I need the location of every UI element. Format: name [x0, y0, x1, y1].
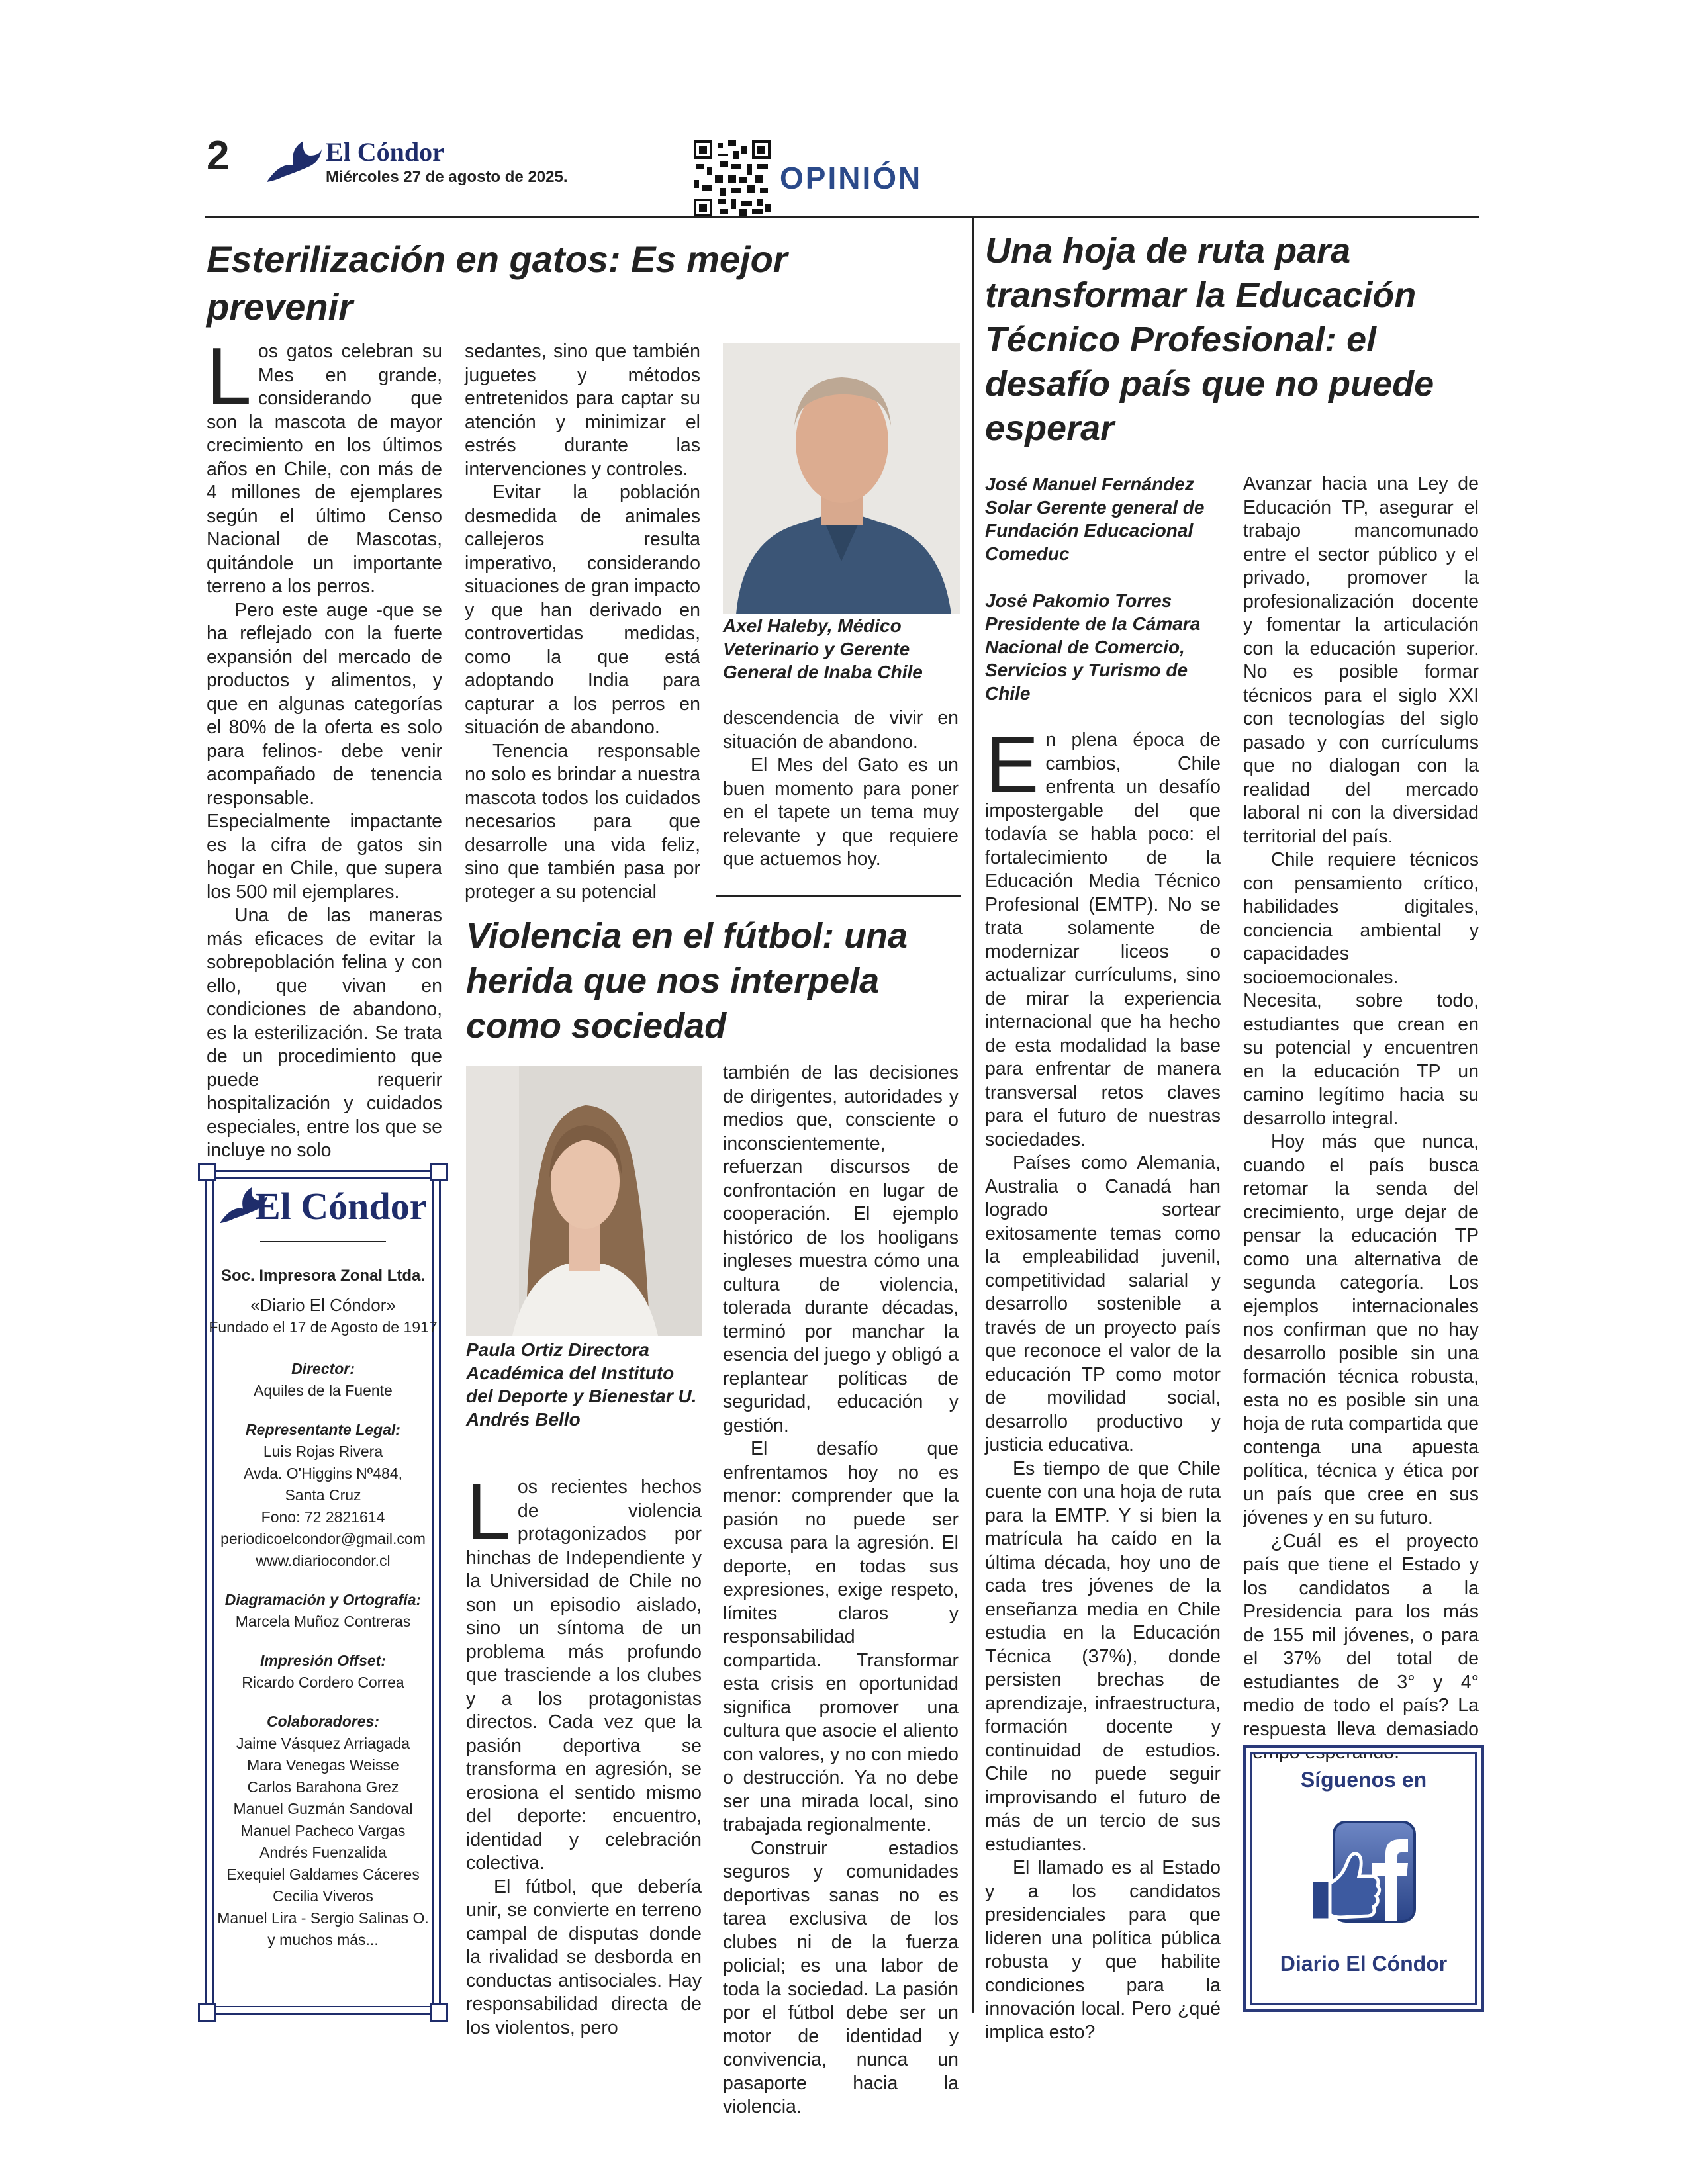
paragraph: Una de las maneras más eficaces de evitar la sobrepoblación felina y con ello, que vivan en condiciones de abandono, es la esterilización. Se trata de un procedimiento que puede requerir hospitalización y cuidados especiales, entre los que se incluye no solo: [207, 905, 442, 1161]
company-name: Soc. Impresora Zonal Ltda.: [220, 1267, 426, 1285]
print-label: Impresión Offset:: [260, 1652, 386, 1669]
paragraph: Es tiempo de que Chile cuente con una hoja de ruta para la EMTP. Y si bien la matrícula ha caído en la última década, hoy uno de cada tres jóvenes de la enseñanza media en Chile estudia en la Educación Técnica (37%), donde persisten brechas de aprendizaje, infraestructura, formación docente y continuidad de estudios. Chile no puede seguir improvisando el futuro de más de un tercio de sus estudiantes.: [985, 1457, 1221, 1855]
collaborator: Manuel Guzmán Sandoval: [233, 1800, 413, 1817]
paragraph: sedantes, sino que también juguetes y métodos entretenidos para captar su atención y minimizar el estrés durante las intervenciones y controles.: [465, 341, 700, 480]
founded-date: Fundado el 17 de Agosto de 1917: [209, 1318, 438, 1336]
paragraph: El fútbol, que debería unir, se convierte en terreno campal de disputas donde la rivalidad se desborda en conductas antisociales. Hay responsabilidad directa de los violentos, pero: [466, 1876, 702, 2038]
qr-code[interactable]: [694, 140, 771, 217]
photo-axel-haleby: [723, 343, 960, 614]
article1-title: Esterilización en gatos: Es mejor prevenir: [207, 238, 788, 328]
article1-col1: Los gatos celebran su Mes en grande, considerando que son la mascota de mayor crecimiento en los últimos años en Chile, con más de 4 millones de ejemplares según el último Censo Nacional de Mascotas, quitándole un importante terreno a los perros. Pero este auge -que se ha reflejado con la fuerte expansión del mercado de productos y alimentos, y que en algunas categorías el 80% de la oferta es solo para felinos- debe venir acompañado de tenencia responsable. Especialmente impactante es la cifra de gatos sin hogar en Chile, que supera los 500 mil ejemplares. Una de las maneras más eficaces de evitar la sobrepoblación felina y con ello, que vivan en condiciones de abandono, es la esterilización. Se trata de un procedimiento que puede requerir hospitalización y cuidados especiales, entre los que se incluye no solo: [207, 340, 442, 1163]
article1-dropcap: L: [207, 331, 252, 421]
legal-name: Luis Rojas Rivera: [263, 1443, 383, 1460]
article2-title: Violencia en el fútbol: una herida que nos interpela como sociedad: [466, 916, 908, 1046]
paper-name: El Cóndor: [326, 137, 444, 167]
paragraph: El llamado es al Estado y a los candidatos presidenciales para que lideren una política pública robusta y que habilite condiciones para la innovación local. Pero ¿qué implica esto?: [985, 1857, 1221, 2043]
article3-dropcap: E: [985, 719, 1039, 809]
director-name: Aquiles de la Fuente: [254, 1382, 393, 1399]
address-line: Avda. O'Higgins Nº484,: [244, 1465, 402, 1482]
article-divider: [716, 895, 961, 897]
collaborator: Manuel Lira - Sergio Salinas O.: [217, 1909, 429, 1927]
article1-col2: [465, 340, 700, 904]
article2-dropcap: L: [466, 1467, 511, 1557]
paper-full-name: «Diario El Cóndor»: [250, 1295, 396, 1315]
article3-col2: [1243, 473, 1479, 1765]
article3-col1: José Manuel Fernández Solar Gerente general de Fundación Educacional Comeduc José Pakomio Torres Presidente de la Cámara Nacional de Comercio, Servicios y Turismo de Chile En plena época de cambios, Chile enfrenta un desafío impostergable del que todavía se habla poco: el fortalecimiento de la Educación Media Técnico Profesional (EMTP). No se trata solamente de modernizar liceos o actualizar currículums, sino de mirar la experiencia internacional que ha hecho de esta modalidad la base para enfrentar de manera transversal retos claves para el futuro de nuestras sociedades. Países como Alemania, Australia o Canadá han logrado sortear exitosamente temas como la empleabilidad juvenil, competitividad salarial y desarrollo sostenible a través de un proyecto país que reconoce el valor de la educación TP como motor de movilidad social, desarrollo productivo y justicia educativa. Es tiempo de que Chile cuente con una hoja de ruta para la EMTP. Y si bien la matrícula ha caído en la última década, hoy uno de cada tres jóvenes de la enseñanza media en Chile estudia en la Educación Técnica (37%), donde persisten brechas de aprendizaje, infraestructura, formación docente y continuidad de estudios. Chile no puede seguir improvisando el futuro de más de un tercio de sus estudiantes. El llamado es al Estado y a los candidatos presidenciales para que lideren una política pública robusta y que habilite condiciones para la innovación local. Pero ¿qué implica esto?: [985, 473, 1221, 2044]
condor-logo-icon: [263, 136, 323, 189]
phone: Fono: 72 2821614: [261, 1508, 385, 1525]
email-link[interactable]: periodicoelcondor@gmail.com: [220, 1530, 426, 1547]
column-divider: [972, 218, 974, 2013]
masthead-logo: El Cóndor: [255, 1185, 427, 1228]
article3-title: Una hoja de ruta para transformar la Educación Técnico Profesional: el desafío país que no puede esperar: [985, 231, 1434, 448]
paragraph: también de las decisiones de dirigentes, autoridades y medios que, consciente o inconscientemente, refuerzan discursos de confrontación en lugar de cooperación. El ejemplo histórico de los hooligans ingleses muestra cómo una cultura de violencia, tolerada durante décadas, terminó por manchar la esencia del juego y obligó a replantear políticas de seguridad, educación y gestión.: [723, 1062, 959, 1436]
print-name: Ricardo Cordero Correa: [242, 1674, 404, 1691]
collaborator: Mara Venegas Weisse: [247, 1756, 399, 1774]
facebook-like-icon[interactable]: [1307, 1817, 1420, 1929]
paragraph: Países como Alemania, Australia o Canadá han logrado sortear exitosamente temas como la empleabilidad juvenil, competitividad salarial y desarrollo sostenible a través de un proyecto país que reconoce el valor de la educación TP como motor de movilidad social, desarrollo productivo y justicia educativa.: [985, 1152, 1221, 1455]
paragraph: Construir estadios seguros y comunidades deportivas sanas no es tarea exclusiva de los clubes ni de la fuerza policial; es una labor de toda la sociedad. La pasión por el fútbol debe ser un motor de identidad y convivencia, nunca un pasaporte hacia la violencia.: [723, 1837, 959, 2117]
article1-col3: [723, 707, 959, 872]
collaborator: Jaime Vásquez Arriagada: [236, 1735, 410, 1752]
follow-text: Síguenos en: [1300, 1768, 1427, 1792]
social-name: Diario El Cóndor: [1280, 1952, 1448, 1976]
author1-byline: José Manuel Fernández Solar Gerente general de Fundación Educacional Comeduc: [985, 474, 1205, 564]
section-label: OPINIÓN: [780, 161, 923, 195]
article2-col2: [723, 1062, 959, 2119]
collaborator: Carlos Barahona Grez: [247, 1778, 399, 1796]
masthead-box: [205, 1170, 441, 2015]
collaborator: Manuel Pacheco Vargas: [240, 1822, 406, 1839]
paragraph: El Mes del Gato es un buen momento para poner en el tapete un tema muy relevante y que requiere que actuemos hoy.: [723, 754, 959, 870]
header-rule: [205, 216, 1479, 218]
legal-label: Representante Legal:: [246, 1421, 400, 1438]
photo-caption-axel: Axel Haleby, Médico Veterinario y Gerente General de Inaba Chile: [723, 615, 923, 682]
paragraph: El desafío que enfrentamos hoy no es menor: comprender que la pasión no puede ser excusa para la agresión. El deporte, en todas sus expresiones, exige respeto, límites claros y responsabilidad compartida. Transformar esta crisis en oportunidad significa promover una cultura que asocie el aliento con valores, y no con miedo o destrucción. Ya no debe ser una mirada local, sino trabajada regionalmente.: [723, 1438, 959, 1835]
paragraph: ¿Cuál es el proyecto país que tiene el Estado y los candidatos a la Presidencia para los más de 155 mil jóvenes, o para el 37% del total de estudiantes de 3° y 4° medio de todo el país? La respuesta lleva demasiado tiempo esperando.: [1243, 1530, 1479, 1763]
collaborator: y muchos más...: [267, 1931, 379, 1948]
paragraph: Hoy más que nunca, cuando el país busca retomar la senda del crecimiento, urge dejar de pensar la educación TP como una alternativa de segunda categoría. Los ejemplos internacionales nos confirman que no hay desarrollo posible sin una formación técnica robusta, esta no es posible sin una hoja de ruta compartida que contenga una apuesta política, técnica y ética por un país que cree en sus jóvenes y en su futuro.: [1243, 1131, 1479, 1528]
collaborator: Andrés Fuenzalida: [259, 1844, 387, 1861]
website-link[interactable]: www.diariocondor.cl: [256, 1552, 391, 1569]
paragraph: descendencia de vivir en situación de abandono.: [723, 707, 959, 752]
masthead-divider: [260, 1241, 386, 1242]
social-follow-box[interactable]: [1243, 1745, 1484, 2012]
director-label: Director:: [291, 1360, 355, 1377]
paragraph: Tenencia responsable no solo es brindar a nuestra mascota todos los cuidados necesarios para que desarrolle una vida feliz, sino que también pasa por proteger a su potencial: [465, 740, 700, 903]
paragraph: Pero este auge -que se ha reflejado con la fuerte expansión del mercado de productos y alimentos, y que en algunas categorías el 80% de la oferta es solo para felinos- debe venir acompañado de tenencia responsable. Especialmente impactante es la cifra de gatos sin hogar en Chile, que supera los 500 mil ejemplares.: [207, 599, 442, 903]
page-number: 2: [207, 133, 230, 179]
photo-paula-ortiz: [466, 1066, 702, 1336]
author2-byline: José Pakomio Torres Presidente de la Cámara Nacional de Comercio, Servicios y Turismo de Chile: [985, 590, 1201, 704]
paragraph: Evitar la población desmedida de animales callejeros resulta imperativo, considerando situaciones de gran impacto y que han derivado en controvertidas medidas, como la que está adoptando India para capturar a los perros en situación de abandono.: [465, 482, 700, 738]
collaborator: Cecilia Viveros: [273, 1888, 373, 1905]
address-line: Santa Cruz: [285, 1486, 361, 1504]
layout-label: Diagramación y Ortografía:: [224, 1591, 422, 1608]
collab-label: Colaboradores:: [267, 1713, 379, 1730]
article2-col1: Los recientes hechos de violencia protagonizados por hinchas de Independiente y la Universidad de Chile no son un episodio aislado, sino un síntoma de un problema más profundo que trasciende a los clubes y a los protagonistas directos. Cada vez que la pasión deportiva se transforma en agresión, se erosiona el sentido mismo del deporte: encuentro, identidad y celebración colectiva. El fútbol, que debería unir, se convierte en terreno campal de disputas donde la rivalidad se desborda en conductas antisociales. Hay responsabilidad directa de los violentos, pero: [466, 1476, 702, 2040]
collaborator: Exequiel Galdames Cáceres: [226, 1866, 420, 1883]
paragraph: Chile requiere técnicos con pensamiento crítico, habilidades digitales, conciencia ambiental y capacidades socioemocionales. Necesita, sobre todo, estudiantes que crean en su potencial y encuentren en la educación TP un camino legítimo hacia su desarrollo integral.: [1243, 849, 1479, 1129]
photo-caption-paula: Paula Ortiz Directora Académica del Instituto del Deporte y Bienestar U. Andrés Bello: [466, 1340, 697, 1430]
paragraph: Avanzar hacia una Ley de Educación TP, asegurar el trabajo mancomunado entre el sector público y el privado, promover la profesionalización docente y fomentar la articulación con la educación superior. No es posible formar técnicos para el siglo XXI con tecnologías del siglo pasado y con currículums que no dialogan con la realidad del mercado laboral ni con la diversidad territorial del país.: [1243, 473, 1479, 847]
layout-name: Marcela Muñoz Contreras: [235, 1613, 411, 1630]
issue-date: Miércoles 27 de agosto de 2025.: [326, 168, 568, 186]
